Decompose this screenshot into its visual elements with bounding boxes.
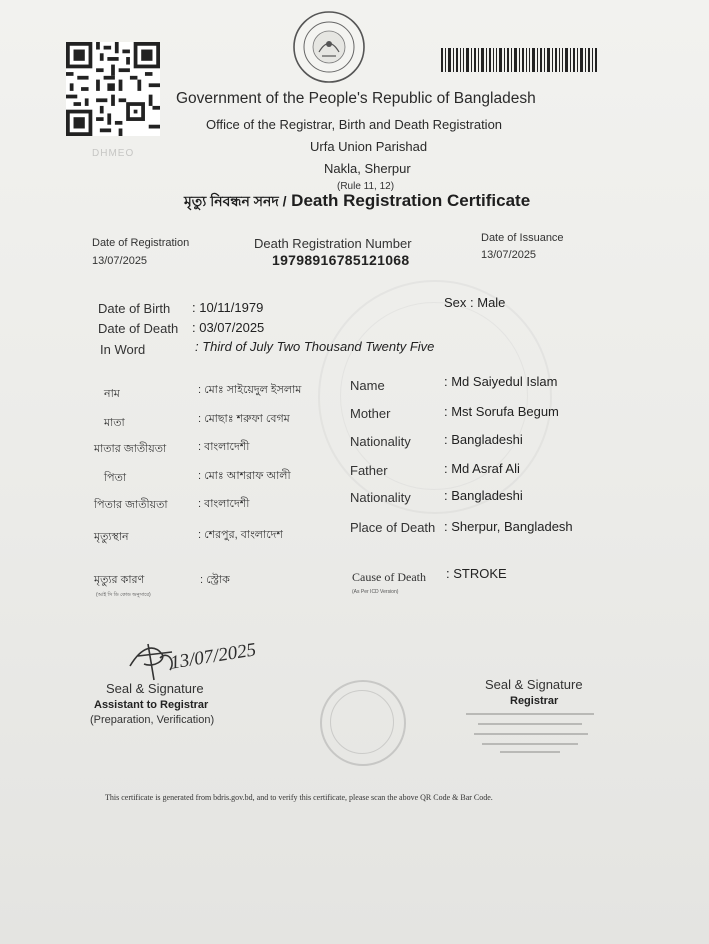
mother-nationality-en-value: : Bangladeshi <box>444 432 523 447</box>
right-signatory-role: Registrar <box>510 695 559 707</box>
dob-label: Date of Birth <box>98 301 171 316</box>
name-bn-value: : মোঃ সাইয়েদুল ইসলাম <box>198 384 302 396</box>
certificate-title <box>184 190 530 214</box>
barcode-icon <box>441 48 597 72</box>
left-signatory-role: Assistant to Registrar <box>94 699 209 711</box>
registration-date-label: Date of Registration <box>92 237 190 249</box>
mother-nationality-bn-value: : বাংলাদেশী <box>198 441 250 453</box>
place-of-death-bn-value: : শেরপুর, বাংলাদেশ <box>198 529 283 541</box>
certificate-title-bn: মৃত্যু নিবন্ধন সনদ / <box>184 193 287 209</box>
father-nationality-bn-value: : বাংলাদেশী <box>198 498 250 510</box>
certificate-title-en: Death Registration Certificate <box>286 191 531 210</box>
father-en-label: Father <box>350 463 388 478</box>
registration-number-value: 19798916785121068 <box>272 252 410 268</box>
footer-verification-note: This certificate is generated from bdris.gov.bd, and to verify this certificate, please scan the above QR Code & Bar Code. <box>105 793 493 802</box>
mother-bn-value: : মোছাঃ শরুফা বেগম <box>198 413 290 425</box>
father-bn-value: : মোঃ আশরাফ আলী <box>198 470 291 482</box>
rule-text: (Rule 11, 12) <box>337 181 395 192</box>
cause-bn-note: (আই সি ডি কোড অনুসারে) <box>96 592 151 598</box>
in-word-value: : Third of July Two Thousand Twenty Five <box>195 339 435 354</box>
registration-number-label: Death Registration Number <box>254 236 412 251</box>
father-nationality-en-value: : Bangladeshi <box>444 488 523 503</box>
dod-value: : 03/07/2025 <box>192 320 265 335</box>
mother-en-value: : Mst Sorufa Begum <box>444 404 559 419</box>
left-seal-signature-title: Seal & Signature <box>106 681 204 696</box>
office-title: Office of the Registrar, Birth and Death Registration <box>206 117 503 132</box>
in-word-label: In Word <box>100 342 146 357</box>
cause-en-note: (As Per ICD Version) <box>352 589 399 595</box>
name-en-value: : Md Saiyedul Islam <box>444 374 558 389</box>
dob-value: : 10/11/1979 <box>192 300 264 315</box>
union-round-seal-inner <box>330 690 394 754</box>
cause-en-value: : STROKE <box>446 566 507 581</box>
registrar-faded-stamp-icon <box>460 708 600 756</box>
registration-date-value: 13/07/2025 <box>92 255 148 267</box>
issuance-date-value: 13/07/2025 <box>481 249 537 261</box>
place-of-death-en-value: : Sherpur, Bangladesh <box>444 519 573 534</box>
father-nationality-bn-label: পিতার জাতীয়তা <box>94 499 168 511</box>
issuance-date-label: Date of Issuance <box>481 232 564 244</box>
qr-caption-watermark: DHMEO <box>92 148 135 159</box>
right-seal-signature-title: Seal & Signature <box>485 677 583 692</box>
left-signatory-sub: (Preparation, Verification) <box>90 714 215 726</box>
name-bn-label: নাম <box>104 388 120 400</box>
father-en-value: : Md Asraf Ali <box>444 461 520 476</box>
location-name: Nakla, Sherpur <box>324 161 411 176</box>
mother-en-label: Mother <box>350 406 391 421</box>
place-of-death-bn-label: মৃত্যুস্থান <box>94 531 129 543</box>
mother-nationality-en-label: Nationality <box>350 434 411 449</box>
name-en-label: Name <box>350 378 385 393</box>
government-title: Government of the People's Republic of Bangladesh <box>176 90 536 107</box>
union-name: Urfa Union Parishad <box>310 139 428 154</box>
government-seal-icon <box>292 10 366 84</box>
mother-bn-label: মাতা <box>104 417 125 429</box>
father-bn-label: পিতা <box>104 472 127 484</box>
qr-code-icon <box>66 42 160 136</box>
mother-nationality-bn-label: মাতার জাতীয়তা <box>94 443 167 455</box>
father-nationality-en-label: Nationality <box>350 490 411 505</box>
dod-label: Date of Death <box>98 321 179 336</box>
cause-bn-label: মৃত্যুর কারণ <box>94 574 145 586</box>
assistant-handwritten-date: 13/07/2025 <box>168 639 258 674</box>
sex-value: Sex : Male <box>444 295 506 310</box>
cause-bn-value: : স্ট্রোক <box>200 574 230 586</box>
cause-en-label: Cause of Death <box>352 570 426 584</box>
place-of-death-en-label: Place of Death <box>350 520 436 535</box>
